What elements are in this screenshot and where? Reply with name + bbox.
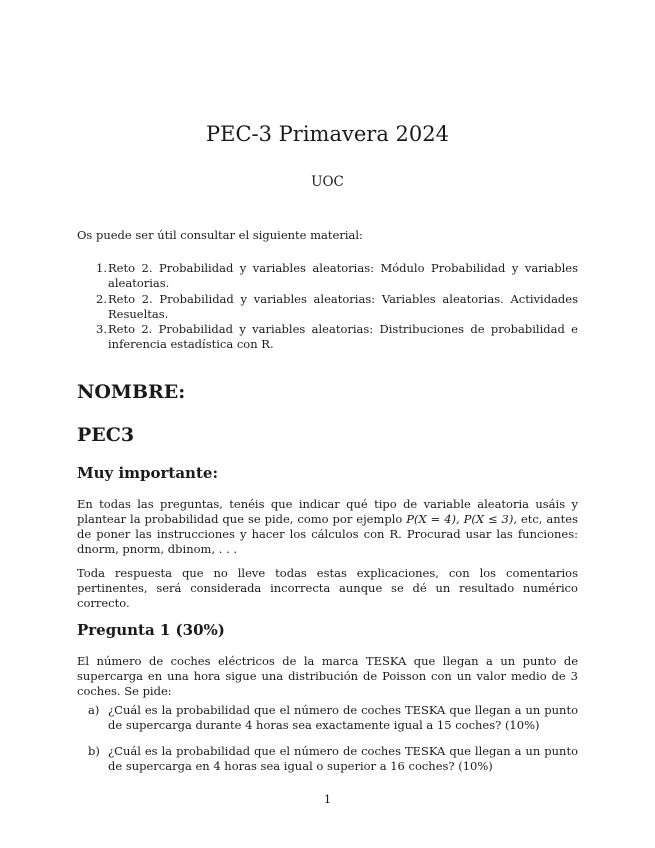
- pregunta1-item-a: [88, 703, 578, 733]
- pregunta1-item-b: [88, 744, 578, 774]
- pregunta1-heading: Pregunta 1 (30%): [77, 621, 225, 639]
- material-text: Reto 2. Probabilidad y variables aleatorias: Distribuciones de probabilidad e inferencia estadística con R.: [108, 322, 578, 351]
- nombre-heading: NOMBRE:: [77, 381, 186, 403]
- material-item-1: [90, 261, 578, 291]
- document-author: UOC: [311, 174, 344, 190]
- material-text: Reto 2. Probabilidad y variables aleatorias: Variables aleatorias. Actividades Resueltas.: [108, 292, 578, 321]
- material-number: 2.: [96, 292, 107, 306]
- item-text: ¿Cuál es la probabilidad que el número de coches TESKA que llegan a un punto de supercarga durante 4 horas sea exactamente igual a 15 coches? (10%): [108, 703, 578, 732]
- material-number: 1.: [96, 261, 107, 275]
- pec-heading: PEC3: [77, 424, 135, 446]
- material-text: Reto 2. Probabilidad y variables aleatorias: Módulo Probabilidad y variables aleatorias.: [108, 261, 578, 290]
- importante-text-a: En todas las preguntas, tenéis que indicar qué tipo de variable aleatoria usáis y plantear la probabilidad que se pide, como por ejemplo: [77, 497, 578, 526]
- importante-paragraph-2: Toda respuesta que no lleve todas estas explicaciones, con los comentarios pertinentes, será considerada incorrecta aunque se dé un resultado numérico correcto.: [77, 566, 578, 610]
- importante-heading: Muy importante:: [77, 464, 218, 482]
- item-label: b): [88, 744, 100, 758]
- pregunta1-intro: El número de coches eléctricos de la marca TESKA que llegan a un punto de supercarga en una hora sigue una distribución de Poisson con un valor medio de 3 coches. Se pide:: [77, 654, 578, 698]
- material-item-3: [90, 322, 578, 352]
- material-number: 3.: [96, 322, 107, 336]
- document-title: PEC-3 Primavera 2024: [206, 122, 449, 146]
- importante-paragraph-1: [77, 497, 578, 557]
- item-text: ¿Cuál es la probabilidad que el número de coches TESKA que llegan a un punto de supercarga en 4 horas sea igual o superior a 16 coches? (10%): [108, 744, 578, 773]
- importante-text-b: , etc, antes de poner las instrucciones y hacer los cálculos con R. Procurad usar las funciones: dnorm, pnorm, dbinom, . . .: [77, 512, 579, 556]
- item-label: a): [88, 703, 100, 717]
- probability-formula: P(X = 4), P(X ≤ 3): [406, 512, 514, 526]
- material-item-2: [90, 292, 578, 322]
- intro-paragraph: Os puede ser útil consultar el siguiente material:: [77, 228, 363, 242]
- page-number: 1: [323, 792, 332, 806]
